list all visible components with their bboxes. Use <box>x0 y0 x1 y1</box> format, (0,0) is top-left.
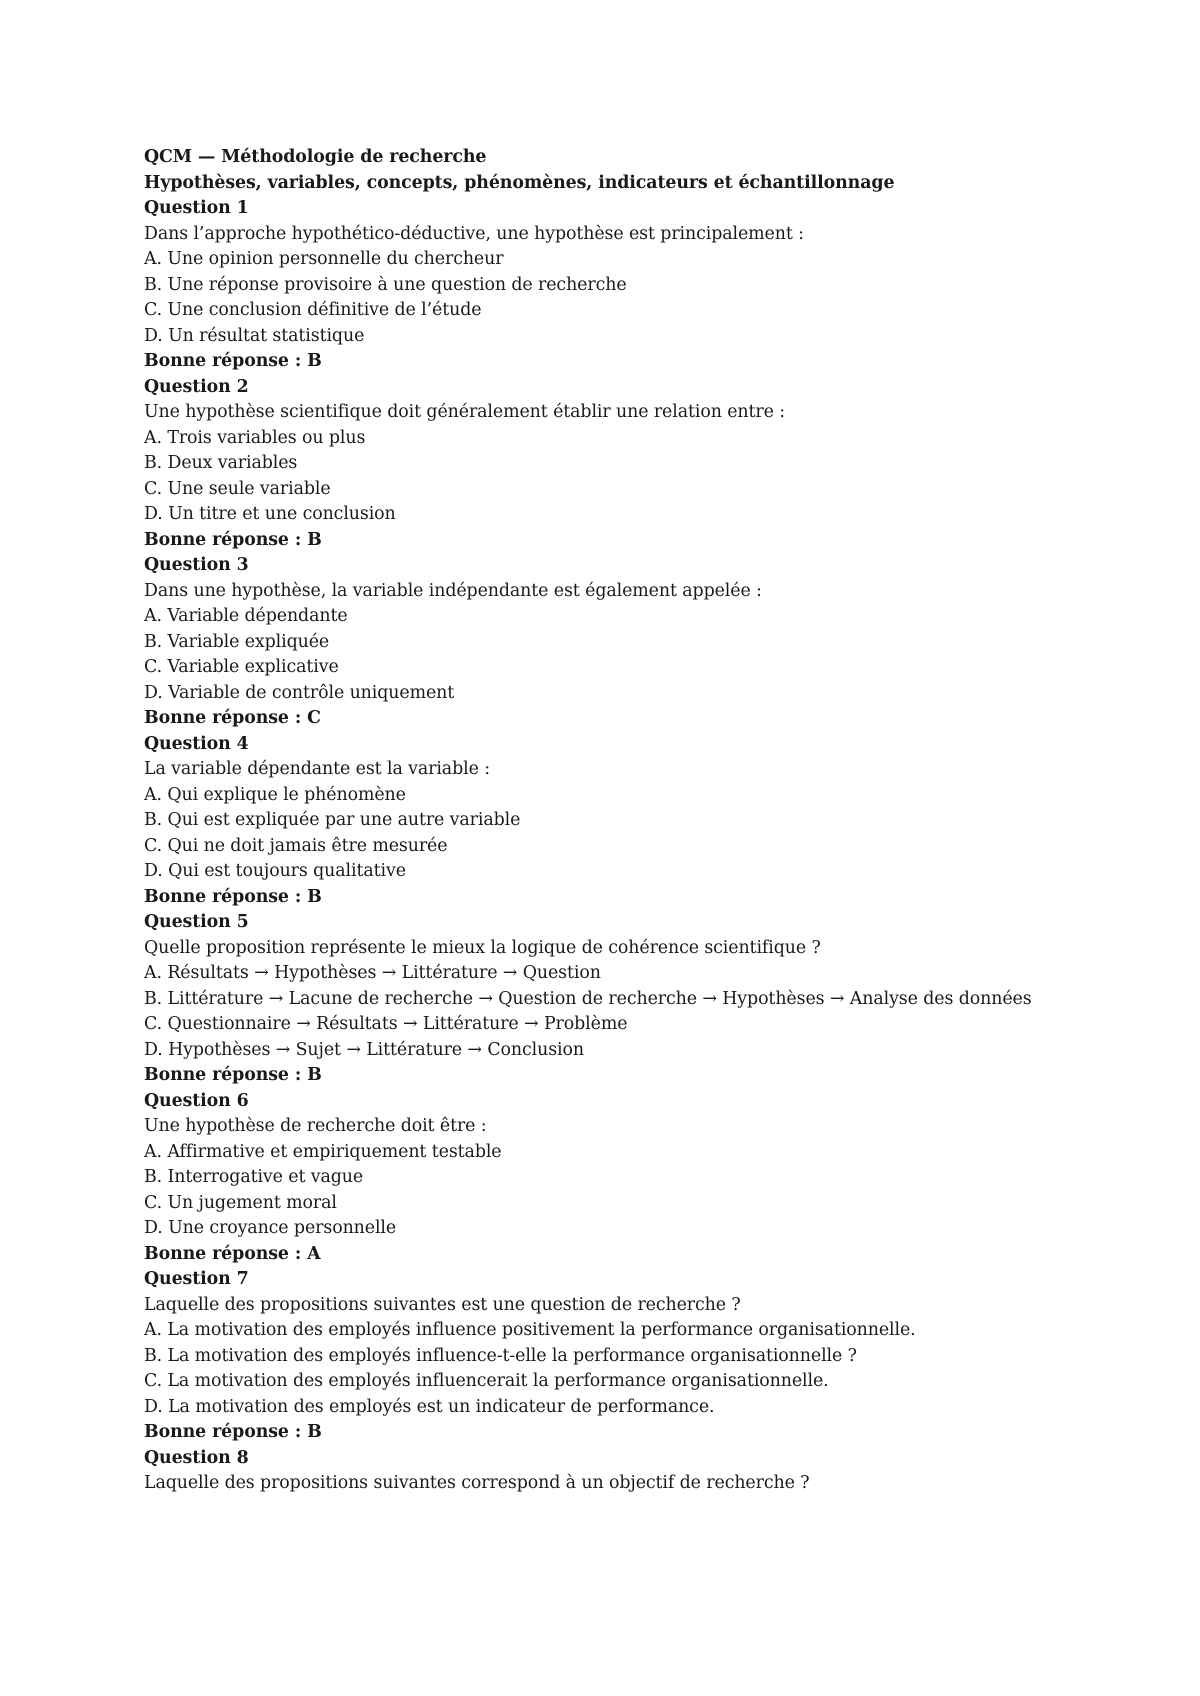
answer-option: B. Deux variables <box>144 453 298 473</box>
answer-option: A. Trois variables ou plus <box>144 427 366 448</box>
answer-option: C. Variable explicative <box>144 657 339 677</box>
question-prompt: Quelle proposition représente le mieux la logique de cohérence scientifique ? <box>144 937 821 958</box>
correct-answer: Bonne réponse : B <box>144 351 322 371</box>
answer-option: D. Un titre et une conclusion <box>144 504 396 524</box>
question-prompt: Dans une hypothèse, la variable indépendante est également appelée : <box>144 580 762 601</box>
answer-option: C. Qui ne doit jamais être mesurée <box>144 835 448 856</box>
question-prompt: La variable dépendante est la variable : <box>144 759 490 779</box>
answer-option: B. Qui est expliquée par une autre variable <box>144 810 521 830</box>
document-subtitle: Hypothèses, variables, concepts, phénomènes, indicateurs et échantillonnage <box>144 172 895 193</box>
question-prompt: Laquelle des propositions suivantes est une question de recherche ? <box>144 1294 741 1315</box>
answer-option: A. Affirmative et empiriquement testable <box>144 1141 502 1162</box>
answer-option: D. La motivation des employés est un indicateur de performance. <box>144 1396 715 1417</box>
question-heading: Question 3 <box>144 555 249 575</box>
document-page <box>144 145 1064 1497</box>
answer-option: A. Résultats → Hypothèses → Littérature → Question <box>144 963 601 983</box>
answer-option: B. Littérature → Lacune de recherche → Question de recherche → Hypothèses → Analyse des données <box>144 988 1032 1009</box>
question-block-6 <box>144 1089 1064 1268</box>
answer-option: B. Variable expliquée <box>144 631 330 652</box>
question-block-2 <box>144 375 1064 554</box>
answer-option: D. Une croyance personnelle <box>144 1218 397 1238</box>
answer-option: B. La motivation des employés influence-t-elle la performance organisationnelle ? <box>144 1345 857 1366</box>
answer-option: D. Variable de contrôle uniquement <box>144 682 455 703</box>
correct-answer: Bonne réponse : B <box>144 529 322 550</box>
correct-answer: Bonne réponse : A <box>144 1243 321 1264</box>
document-title: QCM — Méthodologie de recherche <box>144 147 487 167</box>
answer-option: A. Qui explique le phénomène <box>144 784 406 805</box>
answer-option: C. Un jugement moral <box>144 1192 337 1213</box>
answer-option: C. La motivation des employés influencerait la performance organisationnelle. <box>144 1371 829 1391</box>
question-block-5 <box>144 910 1064 1089</box>
question-heading: Question 8 <box>144 1447 249 1468</box>
question-heading: Question 2 <box>144 376 249 397</box>
question-block-7 <box>144 1267 1064 1446</box>
question-heading: Question 4 <box>144 733 249 754</box>
question-heading: Question 1 <box>144 198 249 218</box>
question-block-1 <box>144 196 1064 375</box>
correct-answer: Bonne réponse : B <box>144 1422 322 1442</box>
answer-option: D. Qui est toujours qualitative <box>144 861 406 881</box>
answer-option: A. Variable dépendante <box>144 606 348 626</box>
answer-option: D. Hypothèses → Sujet → Littérature → Conclusion <box>144 1039 584 1060</box>
correct-answer: Bonne réponse : C <box>144 708 321 728</box>
question-block-8 <box>144 1446 1064 1497</box>
question-block-4 <box>144 732 1064 911</box>
question-prompt: Une hypothèse de recherche doit être : <box>144 1116 487 1136</box>
answer-option: A. Une opinion personnelle du chercheur <box>144 249 504 269</box>
question-heading: Question 7 <box>144 1269 249 1289</box>
question-prompt: Dans l’approche hypothético-déductive, une hypothèse est principalement : <box>144 223 804 244</box>
answer-option: B. Interrogative et vague <box>144 1167 364 1187</box>
answer-option: A. La motivation des employés influence positivement la performance organisationnelle. <box>144 1320 916 1340</box>
question-heading: Question 5 <box>144 912 249 932</box>
answer-option: B. Une réponse provisoire à une question de recherche <box>144 274 627 295</box>
answer-option: C. Une conclusion définitive de l’étude <box>144 300 482 320</box>
question-block-3 <box>144 553 1064 732</box>
correct-answer: Bonne réponse : B <box>144 1065 322 1085</box>
answer-option: C. Une seule variable <box>144 478 331 499</box>
question-heading: Question 6 <box>144 1090 249 1111</box>
answer-option: C. Questionnaire → Résultats → Littérature → Problème <box>144 1014 628 1034</box>
correct-answer: Bonne réponse : B <box>144 886 322 907</box>
question-prompt: Laquelle des propositions suivantes correspond à un objectif de recherche ? <box>144 1473 810 1493</box>
answer-option: D. Un résultat statistique <box>144 325 365 346</box>
question-prompt: Une hypothèse scientifique doit généralement établir une relation entre : <box>144 402 786 422</box>
